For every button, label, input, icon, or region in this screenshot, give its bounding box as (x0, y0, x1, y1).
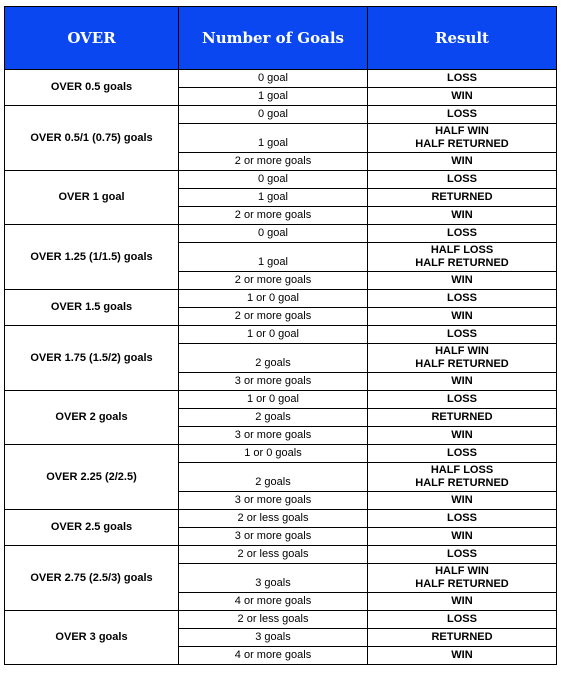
goals-cell: 1 goal (179, 88, 368, 106)
goals-cell: 0 goal (179, 70, 368, 88)
goals-cell: 2 or less goals (179, 611, 368, 629)
header-result: Result (368, 7, 557, 70)
result-line: HALF RETURNED (415, 257, 509, 269)
goals-cell: 1 goal (179, 189, 368, 207)
result-cell (368, 189, 557, 207)
result-cell (368, 593, 557, 611)
goals-cell: 2 or more goals (179, 153, 368, 171)
result-line: LOSS (447, 393, 477, 405)
goals-cell: 3 or more goals (179, 492, 368, 510)
table-row (5, 611, 557, 629)
result-line: RETURNED (431, 411, 493, 423)
table-header (5, 7, 557, 70)
over-line-label: OVER 0.5/1 (0.75) goals (5, 106, 179, 171)
over-line-label: OVER 2.75 (2.5/3) goals (5, 546, 179, 611)
result-line: RETURNED (431, 191, 493, 203)
result-cell (368, 492, 557, 510)
result-cell (368, 409, 557, 427)
result-line: LOSS (447, 548, 477, 560)
result-cell (368, 629, 557, 647)
goals-cell: 2 or more goals (179, 308, 368, 326)
table-row (5, 290, 557, 308)
header-number-of-goals: Number of Goals (179, 7, 368, 70)
table-row (5, 445, 557, 463)
goals-cell: 1 or 0 goal (179, 290, 368, 308)
result-line: LOSS (447, 227, 477, 239)
goals-cell: 1 goal (179, 124, 368, 153)
result-cell (368, 272, 557, 290)
goals-cell: 1 or 0 goal (179, 391, 368, 409)
result-line: WIN (451, 90, 473, 102)
result-cell (368, 344, 557, 373)
goals-cell: 3 goals (179, 629, 368, 647)
goals-cell: 4 or more goals (179, 593, 368, 611)
result-line: LOSS (447, 108, 477, 120)
goals-cell: 0 goal (179, 171, 368, 189)
result-line: WIN (451, 155, 473, 167)
result-line: HALF WIN (435, 125, 489, 137)
result-cell (368, 647, 557, 665)
header-row (5, 7, 557, 70)
over-line-label: OVER 1 goal (5, 171, 179, 225)
result-line: WIN (451, 209, 473, 221)
header-over: OVER (5, 7, 179, 70)
table-row (5, 106, 557, 124)
goals-cell: 2 goals (179, 463, 368, 492)
result-line: WIN (451, 375, 473, 387)
goals-cell: 2 goals (179, 344, 368, 373)
goals-cell: 1 goal (179, 243, 368, 272)
result-cell (368, 290, 557, 308)
result-line: HALF RETURNED (415, 138, 509, 150)
result-line: LOSS (447, 613, 477, 625)
result-cell (368, 391, 557, 409)
result-line: LOSS (447, 512, 477, 524)
result-cell (368, 153, 557, 171)
result-line: WIN (451, 494, 473, 506)
table-row (5, 70, 557, 88)
result-line: HALF RETURNED (415, 477, 509, 489)
table-row (5, 171, 557, 189)
result-line: HALF LOSS (430, 464, 494, 476)
goals-cell: 4 or more goals (179, 647, 368, 665)
rules-table-wrapper (4, 6, 557, 665)
goals-cell: 1 or 0 goals (179, 445, 368, 463)
result-cell (368, 243, 557, 272)
result-line: WIN (451, 530, 473, 542)
result-cell (368, 528, 557, 546)
result-line: HALF WIN (435, 565, 489, 577)
result-cell (368, 124, 557, 153)
result-cell (368, 463, 557, 492)
result-line: RETURNED (431, 631, 493, 643)
result-line: HALF RETURNED (415, 578, 509, 590)
result-line: LOSS (447, 328, 477, 340)
result-line: WIN (451, 429, 473, 441)
result-cell (368, 171, 557, 189)
result-cell (368, 326, 557, 344)
result-cell (368, 564, 557, 593)
goals-cell: 2 or more goals (179, 207, 368, 225)
goals-cell: 2 or less goals (179, 546, 368, 564)
goals-cell: 3 or more goals (179, 528, 368, 546)
result-line: WIN (451, 595, 473, 607)
table-row (5, 510, 557, 528)
result-line: WIN (451, 649, 473, 661)
result-cell (368, 611, 557, 629)
over-line-label: OVER 0.5 goals (5, 70, 179, 106)
result-line: LOSS (447, 173, 477, 185)
table-row (5, 326, 557, 344)
goals-cell: 1 or 0 goal (179, 326, 368, 344)
table-row (5, 225, 557, 243)
over-line-label: OVER 3 goals (5, 611, 179, 665)
result-cell (368, 88, 557, 106)
goals-cell: 3 or more goals (179, 373, 368, 391)
result-cell (368, 373, 557, 391)
result-cell (368, 308, 557, 326)
result-cell (368, 510, 557, 528)
result-line: LOSS (447, 72, 477, 84)
goals-cell: 2 or less goals (179, 510, 368, 528)
result-line: LOSS (447, 447, 477, 459)
result-cell (368, 207, 557, 225)
result-line: HALF RETURNED (415, 358, 509, 370)
over-line-label: OVER 2.5 goals (5, 510, 179, 546)
result-cell (368, 427, 557, 445)
over-goals-rules-table (4, 6, 557, 665)
result-line: LOSS (447, 292, 477, 304)
result-line: WIN (451, 310, 473, 322)
result-line: HALF LOSS (430, 244, 494, 256)
goals-cell: 3 or more goals (179, 427, 368, 445)
goals-cell: 3 goals (179, 564, 368, 593)
table-row (5, 546, 557, 564)
goals-cell: 0 goal (179, 225, 368, 243)
result-cell (368, 546, 557, 564)
over-line-label: OVER 1.75 (1.5/2) goals (5, 326, 179, 391)
goals-cell: 2 goals (179, 409, 368, 427)
result-line: HALF WIN (435, 345, 489, 357)
result-cell (368, 106, 557, 124)
over-line-label: OVER 1.5 goals (5, 290, 179, 326)
table-body (5, 70, 557, 665)
goals-cell: 2 or more goals (179, 272, 368, 290)
over-line-label: OVER 2 goals (5, 391, 179, 445)
result-cell (368, 225, 557, 243)
result-line: WIN (451, 274, 473, 286)
over-line-label: OVER 2.25 (2/2.5) (5, 445, 179, 510)
over-line-label: OVER 1.25 (1/1.5) goals (5, 225, 179, 290)
goals-cell: 0 goal (179, 106, 368, 124)
result-cell (368, 445, 557, 463)
result-cell (368, 70, 557, 88)
table-row (5, 391, 557, 409)
